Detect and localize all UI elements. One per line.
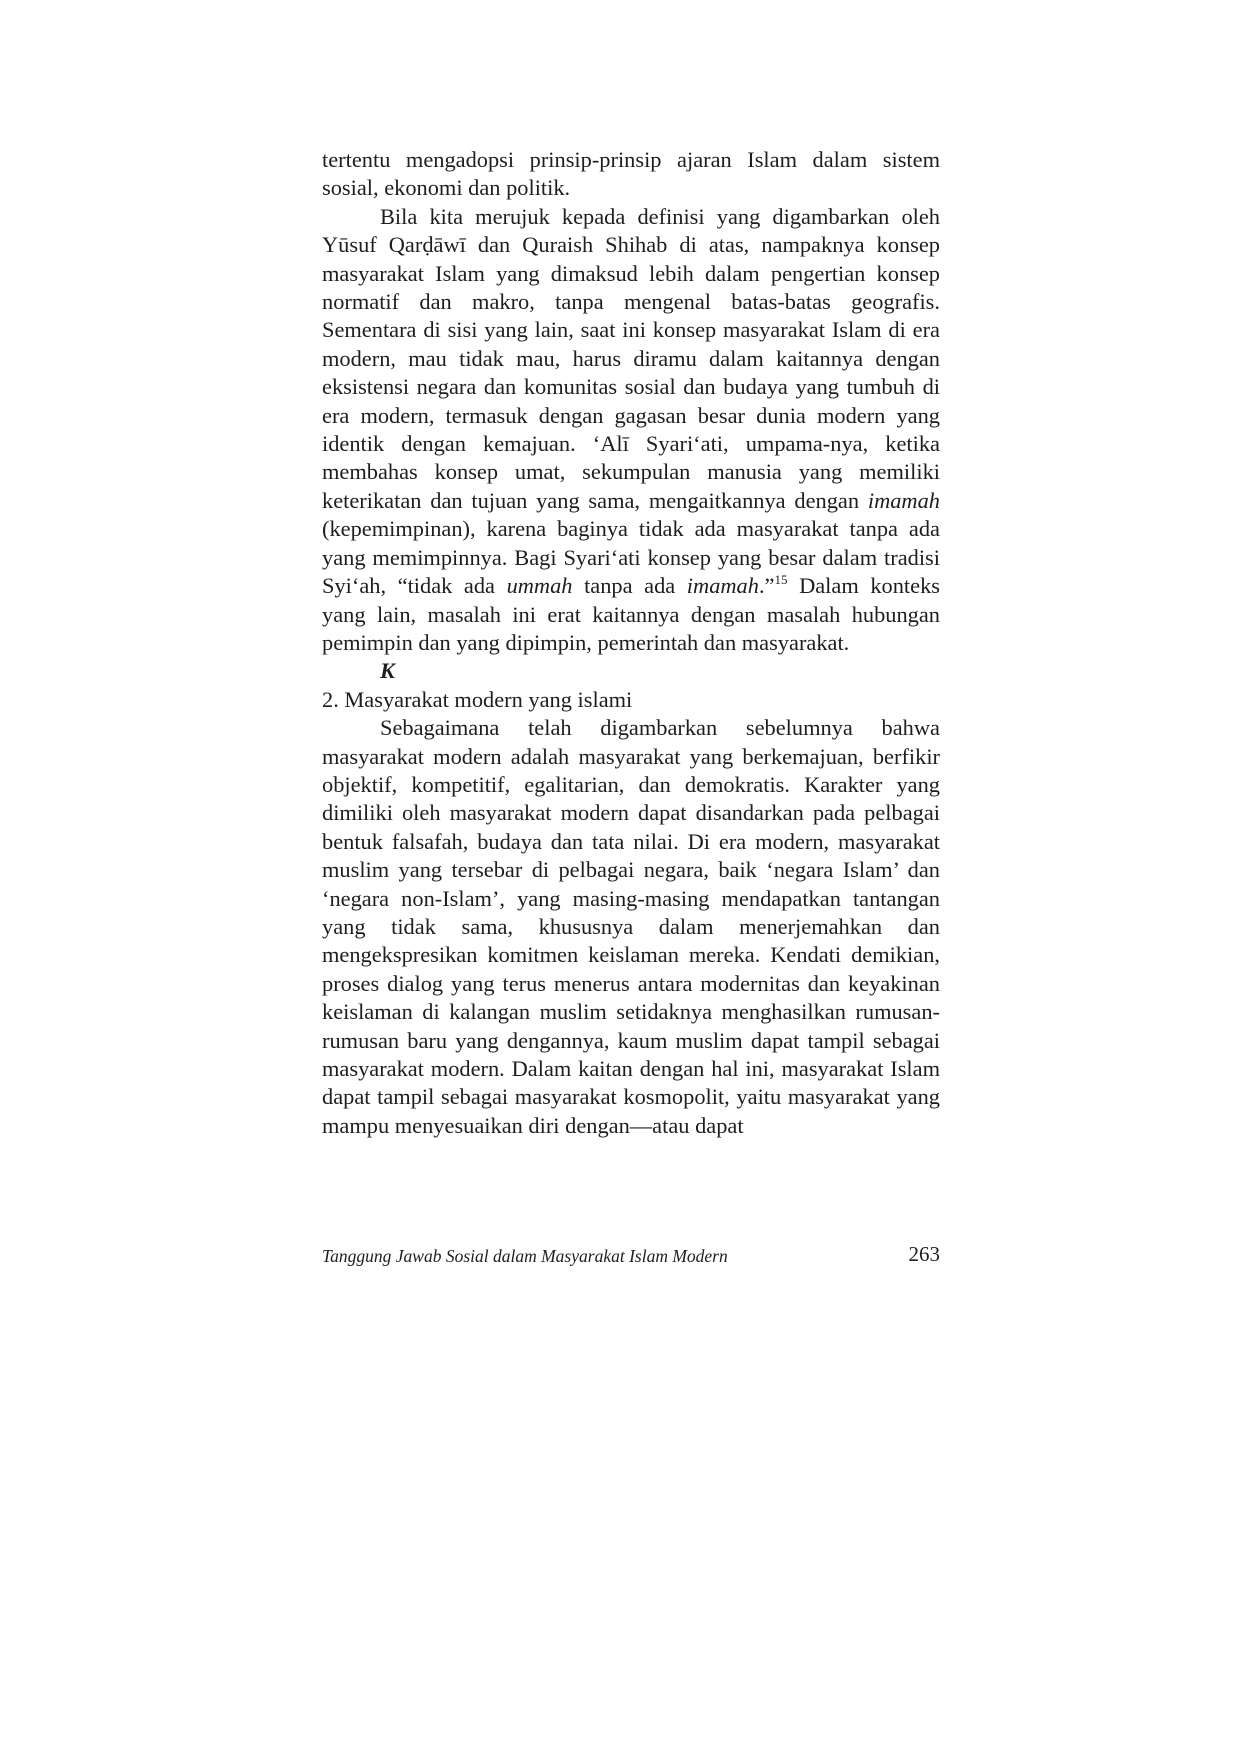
- paragraph-islamic-society-concept: [322, 203, 940, 658]
- paragraph-text: Dalam konteks yang lain, masalah ini erat kaitannya dengan masalah hubungan pemimpin dan yang dipimpin, pemerintah dan masyarakat.: [322, 573, 940, 655]
- page-number: 263: [908, 1242, 940, 1266]
- section-heading: 2. Masyarakat modern yang islami: [322, 686, 633, 712]
- section-mark: K: [380, 658, 395, 684]
- paragraph-text: Bila kita merujuk kepada definisi yang digambarkan oleh Yūsuf Qarḍāwī dan Quraish Shihab di atas, nampaknya konsep masyarakat Islam yang dimaksud lebih dalam pengertian konsep normatif dan makro, tanpa mengenal batas-batas geografis. Sementara di sisi yang lain, saat ini konsep masyarakat Islam di era modern, mau tidak mau, harus diramu dalam kaitannya dengan eksistensi negara dan komunitas sosial dan budaya yang tumbuh di era modern, termasuk dengan gagasan besar dunia modern yang identik dengan kemajuan. ‘Alī Syari‘ati, umpama-nya, ketika membahas konsep umat, sekumpulan manusia yang memiliki keterikatan dan tujuan yang sama, mengaitkannya dengan: [322, 203, 940, 513]
- footnote-reference[interactable]: 15: [774, 572, 788, 588]
- paragraph-text: (kepemimpinan), karena baginya tidak ada masyarakat tanpa ada yang memimpinnya. Bagi Syari‘ati konsep yang besar dalam tradisi Syi‘ah, “tidak ada: [322, 516, 940, 599]
- running-title: Tanggung Jawab Sosial dalam Masyarakat Islam Modern: [322, 1246, 728, 1266]
- italic-term-ummah: ummah: [506, 573, 573, 599]
- page-body: [322, 146, 940, 1140]
- italic-term-imamah: imamah: [867, 487, 940, 513]
- italic-term-imamah: imamah: [686, 573, 759, 599]
- page-footer: [322, 1242, 940, 1272]
- paragraph-modern-islamic-society: Sebagaimana telah digambarkan sebelumnya bahwa masyarakat modern adalah masyarakat yang berkemajuan, berfikir objektif, kompetitif, egalitarian, dan demokratis. Karakter yang dimiliki oleh masyarakat modern dapat disandarkan pada pelbagai bentuk falsafah, budaya dan tata nilai. Di era modern, masyarakat muslim yang tersebar di pelbagai negara, baik ‘negara Islam’ dan ‘negara non-Islam’, yang masing-masing mendapatkan tantangan yang tidak sama, khususnya dalam menerjemahkan dan mengekspresikan komitmen keislaman mereka. Kendati demikian, proses dialog yang terus menerus antara modernitas dan keyakinan keislaman di kalangan muslim setidaknya menghasilkan rumusan-rumusan baru yang dengannya, kaum muslim dapat tampil sebagai masyarakat modern. Dalam kaitan dengan hal ini, masyarakat Islam dapat tampil sebagai masyarakat kosmopolit, yaitu masyarakat yang mampu menyesuaikan diri dengan—atau dapat: [322, 715, 940, 1138]
- quote-close: .”: [758, 573, 775, 599]
- paragraph-continued: tertentu mengadopsi prinsip-prinsip ajaran Islam dalam sistem sosial, ekonomi dan politik.: [322, 147, 940, 201]
- paragraph-text: tanpa ada: [572, 573, 687, 599]
